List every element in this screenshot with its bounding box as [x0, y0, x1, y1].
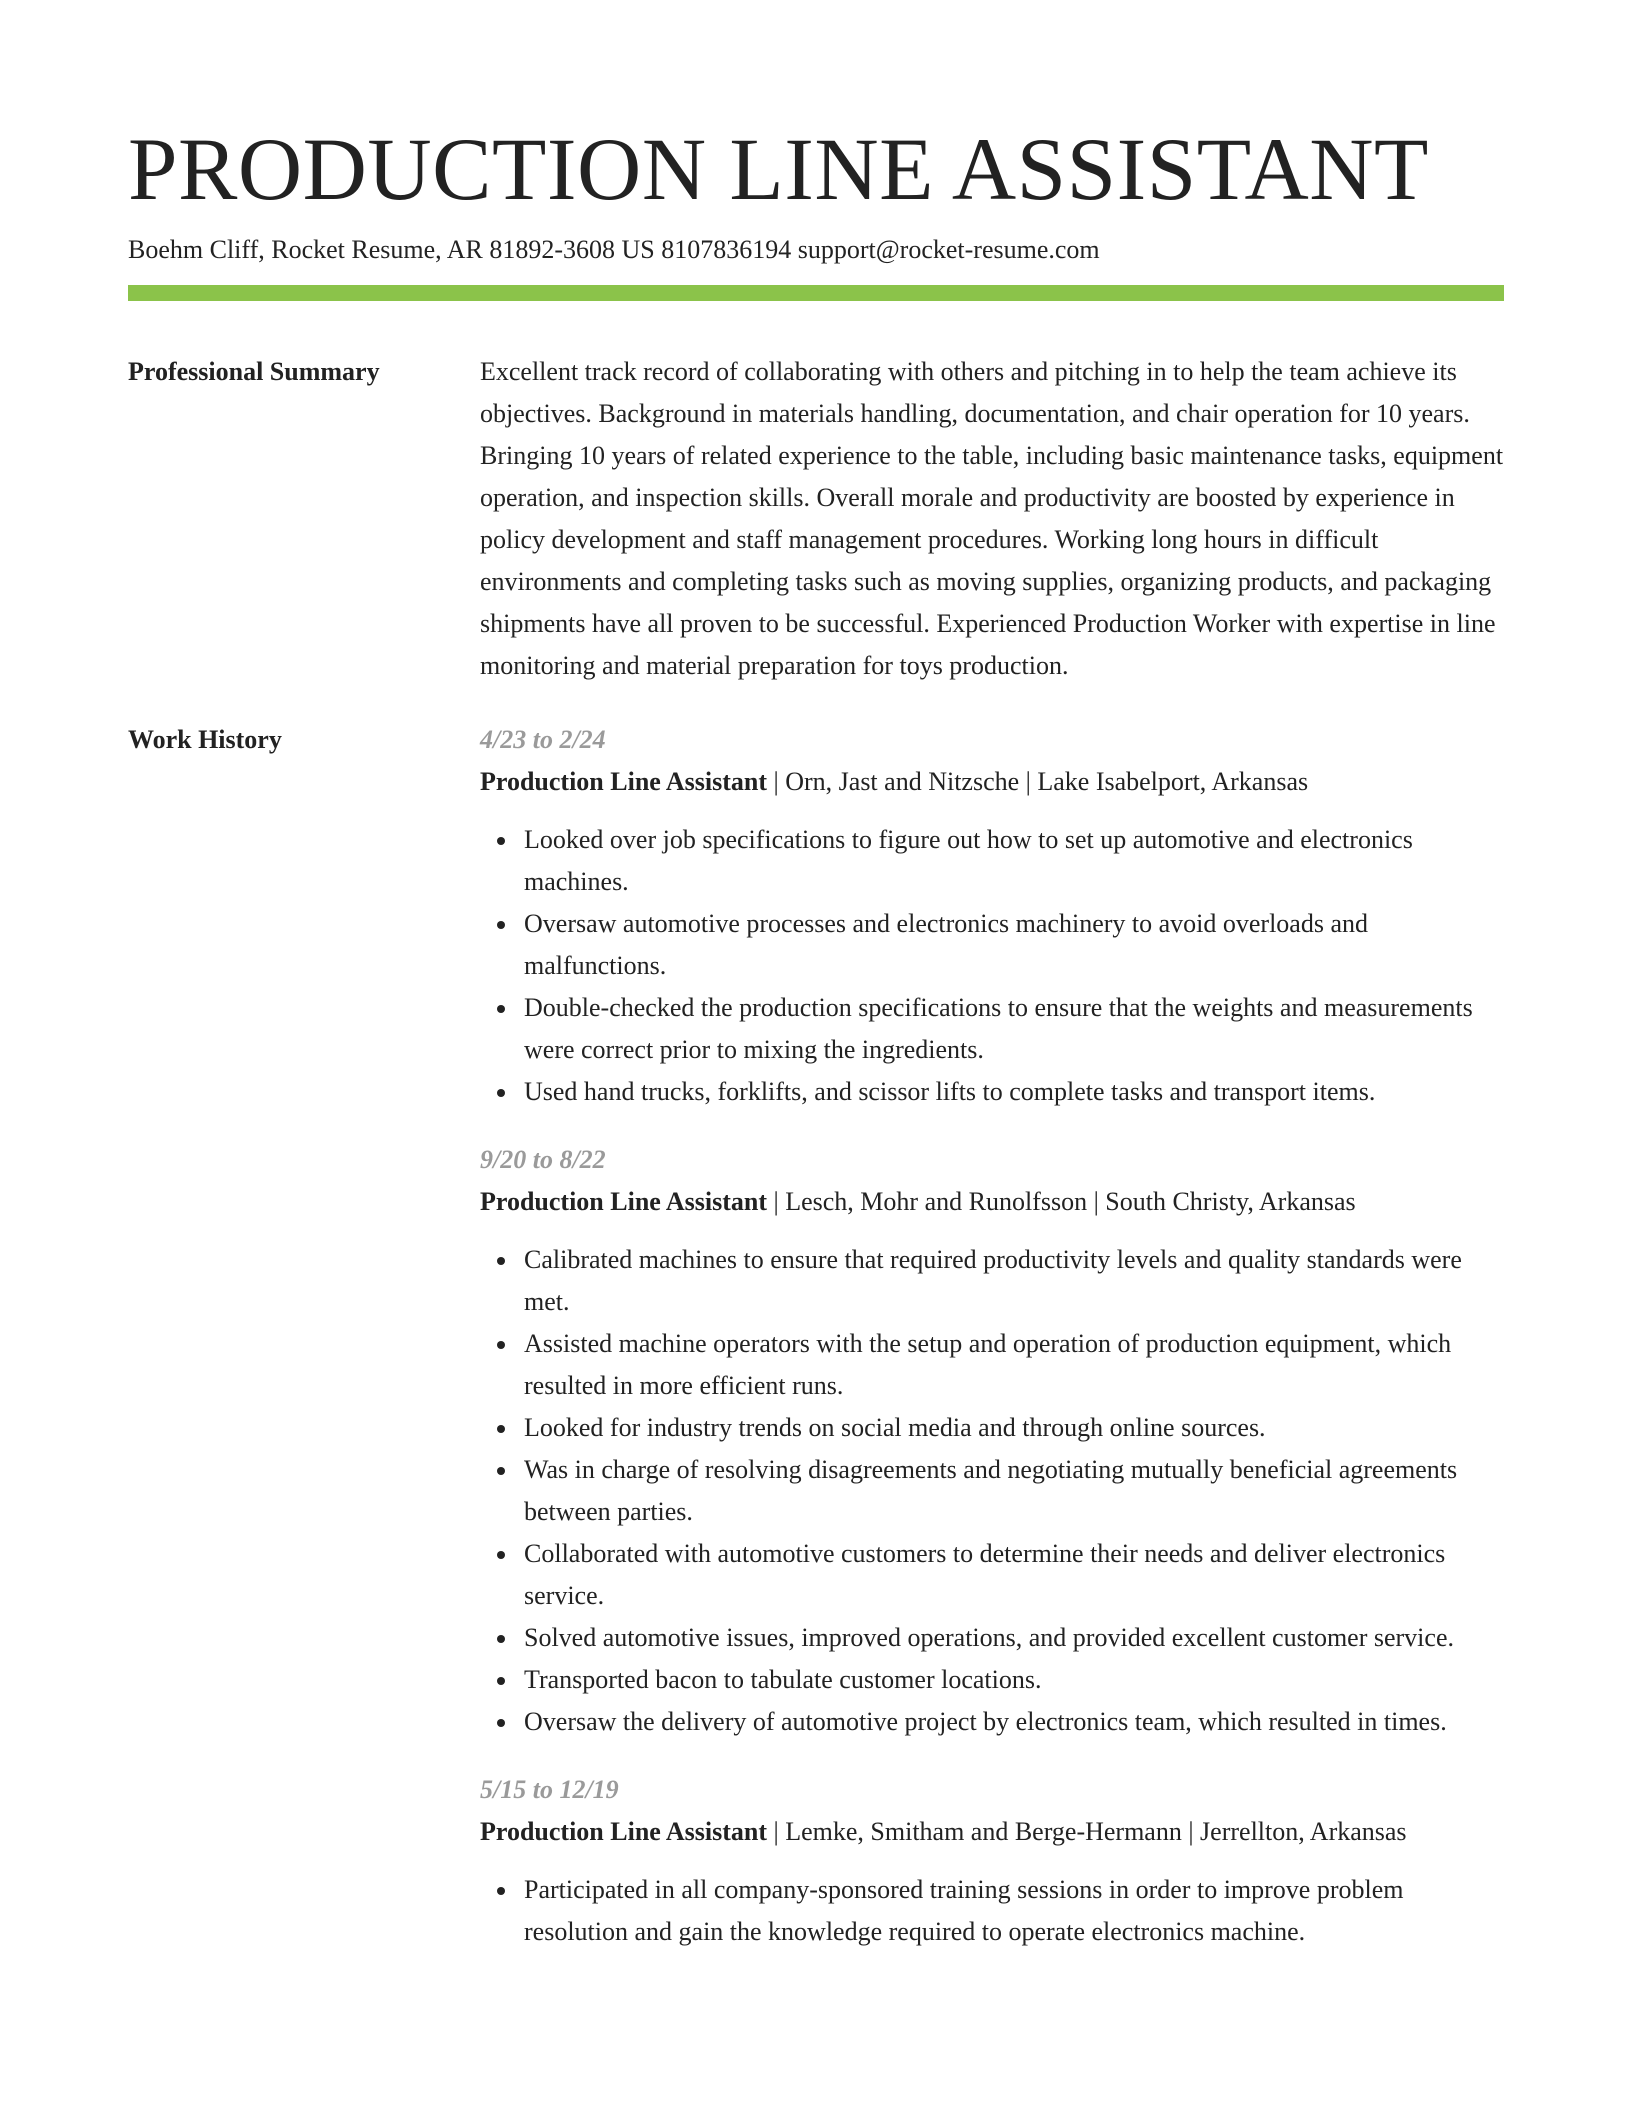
resume-page	[128, 0, 1504, 1979]
list-item: Used hand trucks, forklifts, and scissor lifts to complete tasks and transport items.	[524, 1071, 1504, 1113]
job-employer-location: | Orn, Jast and Nitzsche | Lake Isabelport, Arkansas	[767, 767, 1309, 796]
section-body	[480, 351, 1504, 687]
list-item: Participated in all company-sponsored training sessions in order to improve problem resolution and gain the knowledge required to operate electronics machine.	[524, 1869, 1504, 1953]
list-item: Collaborated with automotive customers to determine their needs and deliver electronics service.	[524, 1533, 1504, 1617]
list-item: Transported bacon to tabulate customer locations.	[524, 1659, 1504, 1701]
job-bullet-list	[480, 1239, 1504, 1743]
list-item: Assisted machine operators with the setup and operation of production equipment, which resulted in more efficient runs.	[524, 1323, 1504, 1407]
list-item: Oversaw the delivery of automotive project by electronics team, which resulted in times.	[524, 1701, 1504, 1743]
list-item: Double-checked the production specifications to ensure that the weights and measurements were correct prior to mixing the ingredients.	[524, 987, 1504, 1071]
summary-text: Excellent track record of collaborating with others and pitching in to help the team achieve its objectives. Background in materials handling, documentation, and chair operation for 10 years. Bringing 10 years of related experience to the table, including basic maintenance tasks, equipment operation, and inspection skills. Overall morale and productivity are boosted by experience in policy development and staff management procedures. Working long hours in difficult environments and completing tasks such as moving supplies, organizing products, and packaging shipments have all proven to be successful. Experienced Production Worker with expertise in line monitoring and material preparation for toys production.	[480, 357, 1504, 680]
job-entry	[480, 719, 1504, 1113]
job-dates: 5/15 to 12/19	[480, 1775, 619, 1804]
job-bullet-list	[480, 1869, 1504, 1953]
job-heading	[480, 1811, 1504, 1853]
professional-summary-section	[128, 351, 1504, 687]
job-title: Production Line Assistant	[480, 767, 768, 796]
accent-divider	[128, 285, 1504, 301]
list-item: Calibrated machines to ensure that required productivity levels and quality standards were met.	[524, 1239, 1504, 1323]
list-item: Was in charge of resolving disagreements and negotiating mutually beneficial agreements between parties.	[524, 1449, 1504, 1533]
job-employer-location: | Lemke, Smitham and Berge-Hermann | Jerrellton, Arkansas	[767, 1817, 1407, 1846]
job-entry	[480, 1139, 1504, 1743]
job-entry	[480, 1769, 1504, 1953]
list-item: Looked over job specifications to figure out how to set up automotive and electronics machines.	[524, 819, 1504, 903]
section-label: Work History	[128, 725, 282, 754]
job-heading	[480, 761, 1504, 803]
job-heading	[480, 1181, 1504, 1223]
list-item: Oversaw automotive processes and electronics machinery to avoid overloads and malfunctions.	[524, 903, 1504, 987]
contact-info: Boehm Cliff, Rocket Resume, AR 81892-3608 US 8107836194 support@rocket-resume.com	[128, 235, 1100, 264]
job-dates: 4/23 to 2/24	[480, 725, 606, 754]
section-label: Professional Summary	[128, 357, 380, 386]
job-list	[480, 719, 1504, 1979]
job-title: Production Line Assistant	[480, 1817, 768, 1846]
job-employer-location: | Lesch, Mohr and Runolfsson | South Christy, Arkansas	[767, 1187, 1356, 1216]
job-bullet-list	[480, 819, 1504, 1113]
job-dates: 9/20 to 8/22	[480, 1145, 606, 1174]
list-item: Looked for industry trends on social media and through online sources.	[524, 1407, 1504, 1449]
list-item: Solved automotive issues, improved operations, and provided excellent customer service.	[524, 1617, 1504, 1659]
job-title: Production Line Assistant	[480, 1187, 768, 1216]
page-title: PRODUCTION LINE ASSISTANT	[128, 121, 1429, 219]
work-history-section	[128, 719, 1504, 1979]
